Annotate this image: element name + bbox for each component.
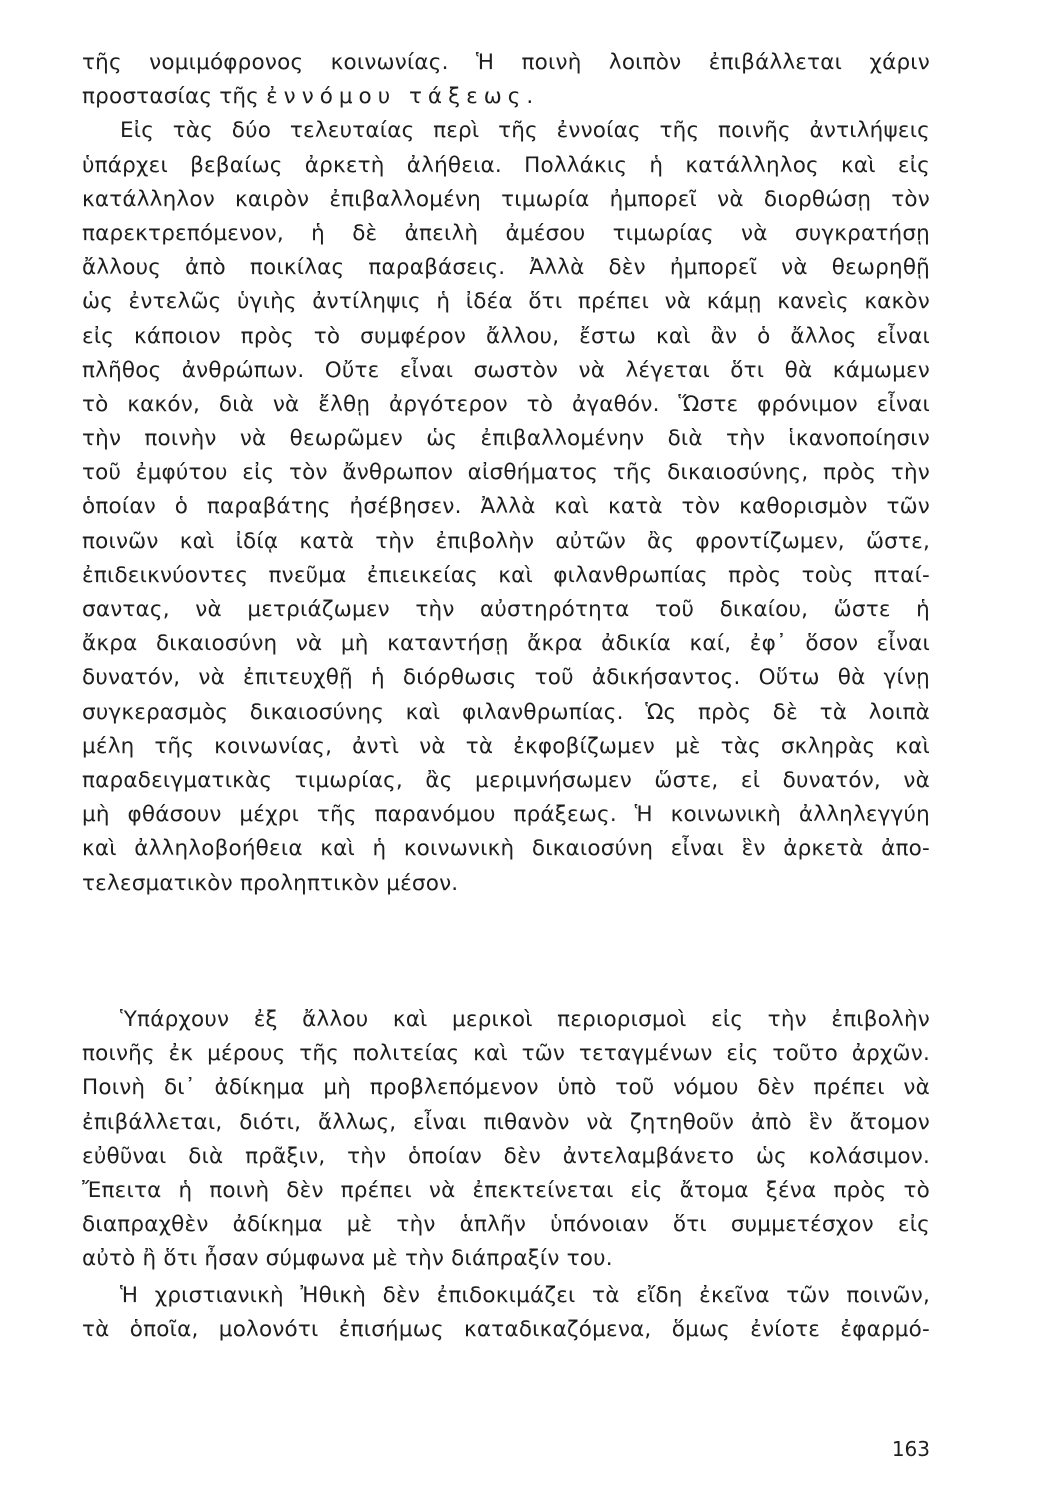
text-line: ποινῆς ἐκ μέρους τῆς πολιτείας καὶ τῶν τεταγμένων εἰς τοῦτο ἀρχῶν. xyxy=(82,1041,930,1067)
text-line: κατάλληλον καιρὸν ἐπιβαλλομένη τιμωρία ἠμπορεῖ νὰ διορθώσῃ τὸν xyxy=(82,186,930,212)
text-line: ὑπάρχει βεβαίως ἀρκετὴ ἀλήθεια. Πολλάκις ἡ κατάλληλος καὶ εἰς xyxy=(82,152,930,178)
text-line-start: προστασίας τῆς xyxy=(82,84,260,110)
text-line: τοῦ ἐμφύτου εἰς τὸν ἄνθρωπον αἰσθήματος τῆς δικαιοσύνης, πρὸς τὴν xyxy=(82,460,930,486)
text-line: ἐπιδεικνύοντες πνεῦμα ἐπιεικείας καὶ φιλανθρωπίας πρὸς τοὺς πταί- xyxy=(82,562,930,588)
text-line: Εἰς τὰς δύο τελευταίας περὶ τῆς ἐννοίας τῆς ποινῆς ἀντιλήψεις xyxy=(120,118,930,144)
text-line: δυνατόν, νὰ ἐπιτευχθῇ ἡ διόρθωσις τοῦ ἀδικήσαντος. Οὕτω θὰ γίνῃ xyxy=(82,665,930,691)
text-line: τελεσματικὸν προληπτικὸν μέσον. xyxy=(82,870,459,896)
paragraph-2 xyxy=(82,1003,930,1277)
text-line: μὴ φθάσουν μέχρι τῆς παρανόμου πράξεως. Ἡ κοινωνικὴ ἀλληλεγγύη xyxy=(82,802,930,828)
text-line: Ὑπάρχουν ἐξ ἄλλου καὶ μερικοὶ περιορισμοὶ εἰς τὴν ἐπιβολὴν xyxy=(120,1007,930,1032)
text-line: ὡς ἐντελῶς ὑγιὴς ἀντίληψις ἡ ἰδέα ὅτι πρέπει νὰ κάμῃ κανεὶς κακὸν xyxy=(82,289,930,315)
text-line: εἰς κάποιον πρὸς τὸ συμφέρον ἄλλου, ἔστω καὶ ἂν ὁ ἄλλος εἶναι xyxy=(82,323,930,349)
text-line: εὐθῦναι διὰ πρᾶξιν, τὴν ὁποίαν δὲν ἀντελαμβάνετο ὡς κολάσιμον. xyxy=(82,1143,930,1169)
text-line: καὶ ἀλληλοβοήθεια καὶ ἡ κοινωνικὴ δικαιοσύνη εἶναι ἓν ἀρκετὰ ἀπο- xyxy=(82,836,930,862)
text-line: Ἔπειτα ἡ ποινὴ δὲν πρέπει νὰ ἐπεκτείνεται εἰς ἄτομα ξένα πρὸς τὸ xyxy=(82,1177,930,1203)
text-line: ἄκρα δικαιοσύνη νὰ μὴ καταντήσῃ ἄκρα ἀδικία καί, ἐφ᾽ ὅσον εἶναι xyxy=(82,631,930,657)
text-line: παραδειγματικὰς τιμωρίας, ἂς μεριμνήσωμεν ὥστε, εἰ δυνατόν, νὰ xyxy=(82,767,930,793)
text-line: διαπραχθὲν ἀδίκημα μὲ τὴν ἁπλῆν ὑπόνοιαν ὅτι συμμετέσχον εἰς xyxy=(82,1212,930,1238)
paragraph-3 xyxy=(82,1279,930,1347)
text-line: ἐπιβάλλεται, διότι, ἄλλως, εἶναι πιθανὸν νὰ ζητηθοῦν ἀπὸ ἓν ἄτομον xyxy=(82,1109,930,1135)
text-line: πλῆθος ἀνθρώπων. Οὔτε εἶναι σωστὸν νὰ λέγεται ὅτι θὰ κάμωμεν xyxy=(82,357,930,383)
text-line: σαντας, νὰ μετριάζωμεν τὴν αὐστηρότητα τοῦ δικαίου, ὥστε ἡ xyxy=(82,597,930,622)
text-line: παρεκτρεπόμενον, ἡ δὲ ἀπειλὴ ἀμέσου τιμωρίας νὰ συγκρατήσῃ xyxy=(82,220,930,246)
text-line: τὸ κακόν, διὰ νὰ ἔλθῃ ἀργότερον τὸ ἀγαθόν. Ὥστε φρόνιμον εἶναι xyxy=(82,391,930,417)
text-line: ποινῶν καὶ ἰδίᾳ κατὰ τὴν ἐπιβολὴν αὐτῶν ἂς φροντίζωμεν, ὥστε, xyxy=(82,528,930,554)
text-line: ἄλλους ἀπὸ ποικίλας παραβάσεις. Ἀλλὰ δὲν ἠμπορεῖ νὰ θεωρηθῇ xyxy=(82,255,930,281)
text-line: Ἡ χριστιανικὴ Ἠθικὴ δὲν ἐπιδοκιμάζει τὰ εἴδη ἐκεῖνα τῶν ποινῶν, xyxy=(120,1283,930,1308)
text-line: αὐτὸ ἢ ὅτι ἦσαν σύμφωνα μὲ τὴν διάπραξίν του. xyxy=(82,1246,613,1272)
text-line: μέλη τῆς κοινωνίας, ἀντὶ νὰ τὰ ἐκφοβίζωμεν μὲ τὰς σκληρὰς καὶ xyxy=(82,733,930,759)
text-line: τῆς νομιμόφρονος κοινωνίας. Ἡ ποινὴ λοιπὸν ἐπιβάλλεται χάριν xyxy=(82,50,930,75)
emphasis-spaced-text: ἐννόμου τάξεως. xyxy=(266,84,540,110)
text-line: τὰ ὁποῖα, μολονότι ἐπισήμως καταδικαζόμενα, ὅμως ἐνίοτε ἐφαρμό- xyxy=(82,1317,930,1343)
page-number: 163 xyxy=(891,1437,930,1461)
text-line xyxy=(82,80,930,114)
text-line: τὴν ποινὴν νὰ θεωρῶμεν ὡς ἐπιβαλλομένην διὰ τὴν ἱκανοποίησιν xyxy=(82,426,930,452)
text-line: συγκερασμὸς δικαιοσύνης καὶ φιλανθρωπίας. Ὡς πρὸς δὲ τὰ λοιπὰ xyxy=(82,699,930,725)
text-line: ὁποίαν ὁ παραβάτης ἠσέβησεν. Ἀλλὰ καὶ κατὰ τὸν καθορισμὸν τῶν xyxy=(82,494,930,520)
text-line: Ποινὴ δι᾽ ἀδίκημα μὴ προβλεπόμενον ὑπὸ τοῦ νόμου δὲν πρέπει νὰ xyxy=(82,1075,930,1101)
paragraph-1 xyxy=(82,46,930,901)
